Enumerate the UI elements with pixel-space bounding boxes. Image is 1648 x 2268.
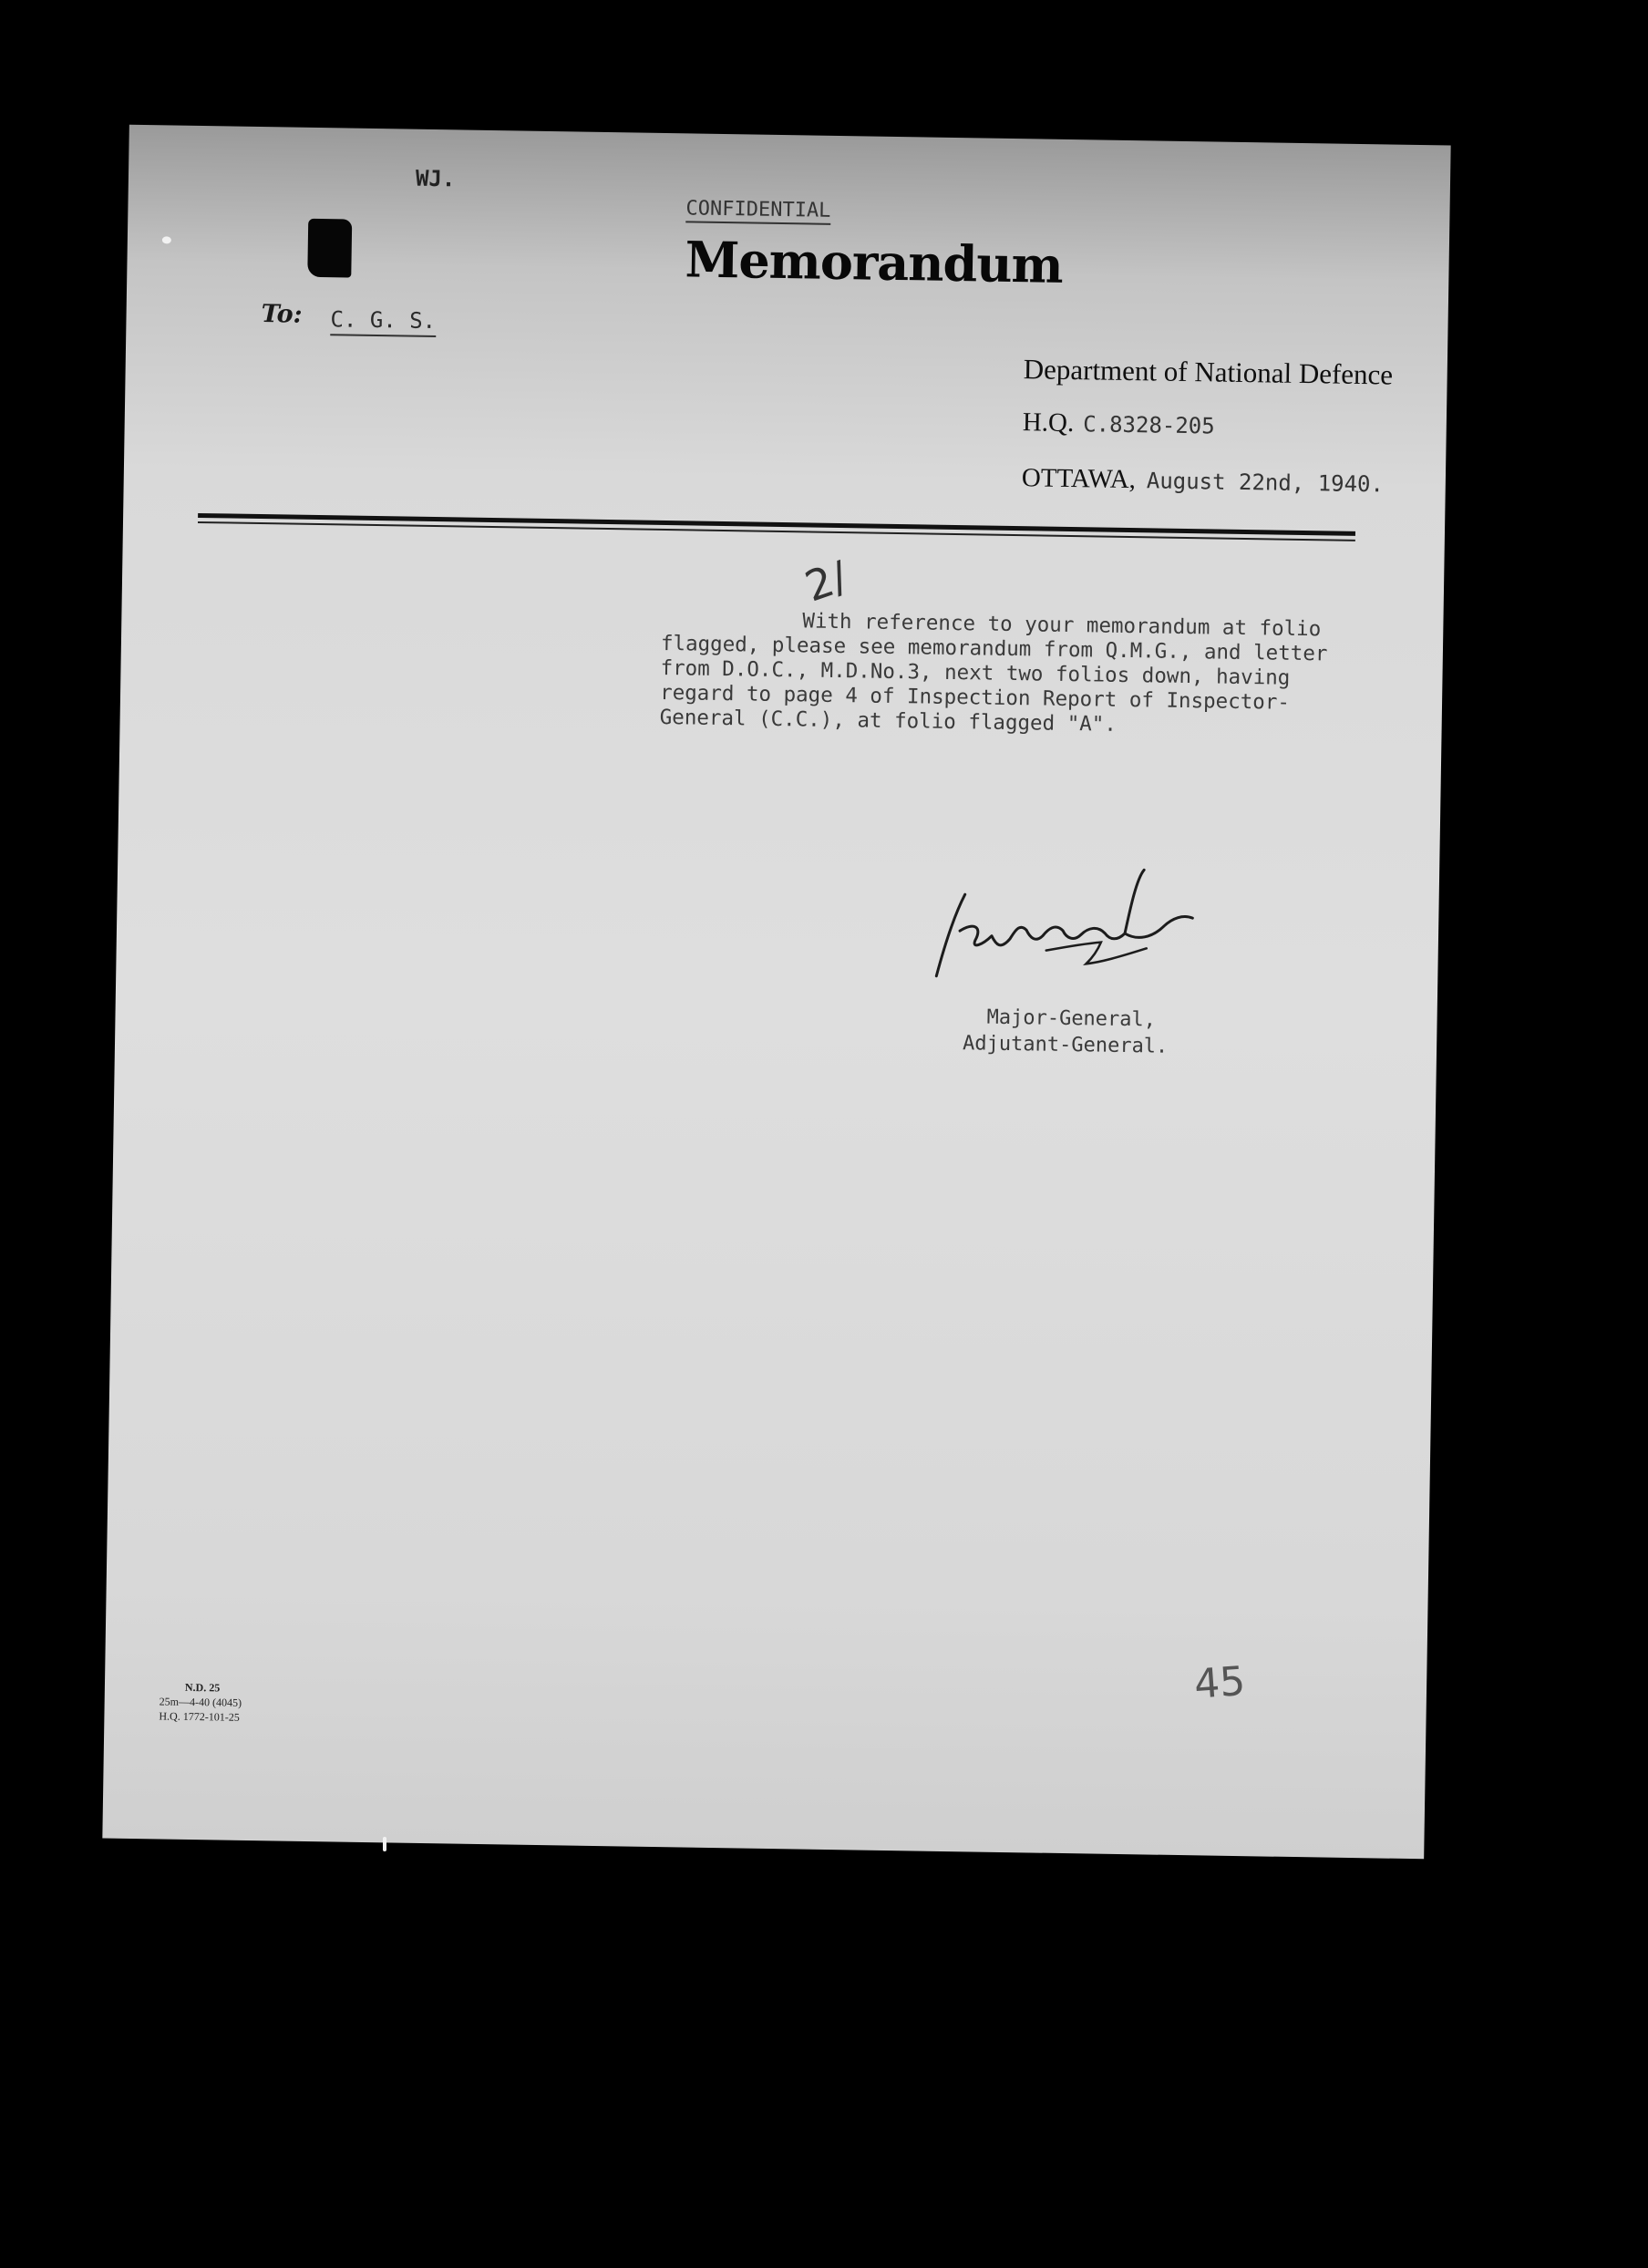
rank: Major-General, [986,1005,1157,1032]
date: August 22nd, 1940. [1146,468,1385,498]
print-run: 25m—4-40 (4045) [159,1695,242,1709]
body-line: flagged, please see memorandum from Q.M.G., and letter [660,631,1328,666]
form-file-reference: H.Q. 1772-101-25 [159,1709,240,1724]
body-line: from D.O.C., M.D.No.3, next two folios down, having [660,655,1291,690]
scan-speck [162,236,171,243]
department-name: Department of National Defence [1023,353,1394,391]
memo-body [659,607,1381,741]
place-and-date [1022,461,1385,499]
memorandum-page [102,125,1450,1860]
redaction-mark [307,219,352,278]
recipient: C. G. S. [330,306,436,337]
place: OTTAWA, [1021,463,1137,495]
body-line: General (C.C.), at folio flagged "A". [659,705,1118,737]
form-number: N.D. 25 [184,1680,221,1695]
appointment: Adjutant-General. [962,1032,1169,1058]
hq-label: H.Q. [1022,407,1075,438]
classification-label: CONFIDENTIAL [685,197,830,224]
body-line: regard to page 4 of Inspection Report of Inspector- [659,680,1291,715]
handwritten-page-number: 45 [1192,1657,1247,1708]
file-reference [1023,406,1215,440]
hq-number: C.8328-205 [1082,411,1215,439]
handwritten-signature [918,857,1211,998]
handwritten-folio-mark: 2/ [798,551,854,612]
to-label: To: [261,300,303,329]
document-title: Memorandum [685,230,1064,294]
scan-speck [383,1837,386,1851]
form-code [159,1679,242,1724]
signature-title [963,1004,1169,1060]
body-line: With reference to your memorandum at folio [802,609,1322,642]
typist-initials: WJ. [415,165,456,192]
